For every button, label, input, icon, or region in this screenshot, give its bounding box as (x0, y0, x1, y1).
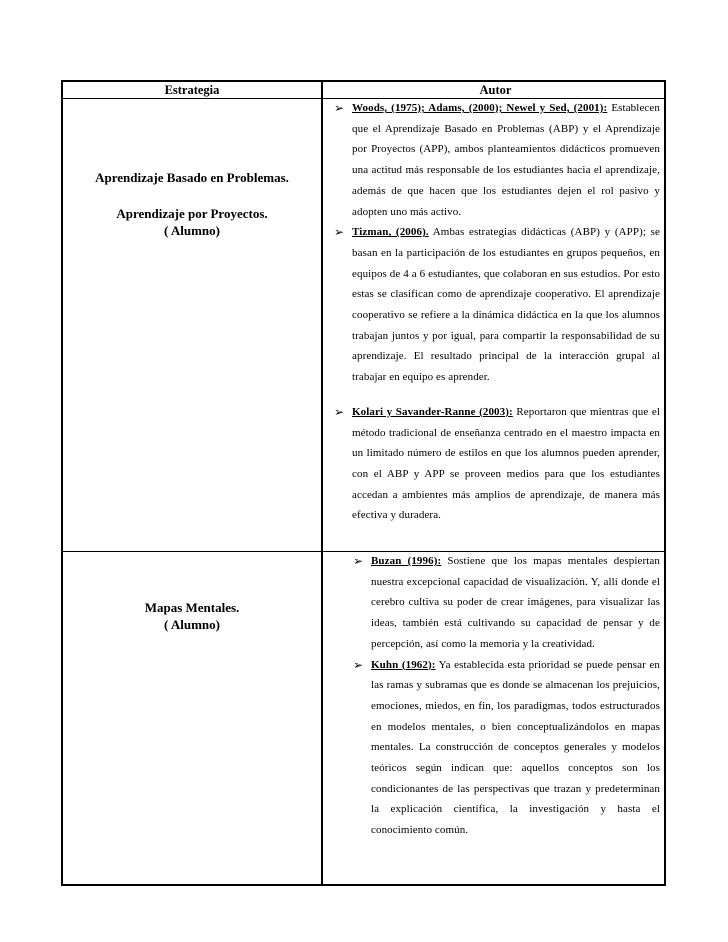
column-divider (321, 82, 323, 884)
strategy-mapas-mentales (63, 599, 321, 633)
list-item (334, 222, 661, 388)
arrow-bullet-icon: ➢ (353, 657, 364, 672)
strategy-line: Aprendizaje por Proyectos. (116, 206, 268, 221)
author-citation: Kuhn (1962): (371, 658, 436, 671)
header-strategy: Estrategia (164, 83, 220, 97)
strategy-line: ( Alumno) (164, 617, 220, 632)
author-citation: Tizman, (2006). (352, 226, 429, 239)
author-text: Ya establecida esta prioridad se puede pensar en las ramas y subramas que es donde se almacenan los prejuicios, emociones, miedos, en fin, los paradigmas, todos estructurados en modelos mentales, o bien conceptualizándolos en mapas mentales. La construcción de conceptos generales y modelos teóricos según indican que: aquellos conceptos son los condicionantes de las perspectivas que trazan y predeterminan la explicación científica, la investigación y hasta el conocimiento común. (371, 658, 660, 837)
arrow-bullet-icon: ➢ (334, 404, 345, 419)
strategy-line: ( Alumno) (164, 223, 220, 238)
author-text: Sostiene que los mapas mentales despiertan nuestra excepcional capacidad de visualización. Y, allí donde el cerebro cultiva su poder de crear imágenes, para visualizar las ideas, también está cultivando su capacidad de pensar y de percepción, así como la memoria y la creatividad. (371, 555, 660, 650)
author-text: Ambas estrategias didácticas (ABP) y (APP); se basan en la participación de los estudiantes en grupos pequeños, en equipos de 4 a 6 estudiantes, que colaboran en sus estudios. Por esto estas se clasifican como de aprendizaje cooperativo. El aprendizaje cooperativo se refiere a la dinámica didáctica en la que los alumnos trabajan juntos y por igual, para compartir la responsabilidad de su aprendizaje. El resultado principal de la interacción grupal al trabajar en equipo es aprender. (352, 226, 661, 384)
strategy-line: Aprendizaje Basado en Problemas. (95, 170, 289, 185)
strategy-abp-app (63, 169, 321, 239)
author-citation: Buzan (1996): (371, 555, 442, 567)
header-author: Autor (479, 83, 512, 97)
list-item (334, 402, 660, 526)
author-citation: Woods, (1975); Adams, (2000); Newel y Sed, (2001): (352, 102, 608, 114)
strategy-line: Mapas Mentales. (144, 600, 240, 615)
author-citation: Kolari y Savander-Ranne (2003): (352, 405, 513, 418)
list-item (334, 98, 660, 222)
arrow-bullet-icon: ➢ (353, 554, 364, 568)
author-text: Reportaron que mientras que el método tradicional de enseñanza centrado en el maestro impacta en un limitado número de estilos en que los alumnos pueden aprender, con el ABP y APP se proveen medios para que los estudiantes accedan a ambientes más amplios de aprendizaje, de manera más efectiva y duradera. (352, 405, 660, 522)
arrow-bullet-icon: ➢ (334, 225, 345, 240)
strategies-table (61, 80, 666, 886)
authors-abp-app (334, 98, 661, 526)
arrow-bullet-icon: ➢ (334, 101, 345, 115)
list-item (353, 655, 660, 841)
authors-mapas-mentales (353, 551, 660, 841)
list-item (353, 551, 660, 655)
author-text: Establecen que el Aprendizaje Basado en Problemas (ABP) y el Aprendizaje por Proyectos (APP), ambos planteamientos didácticos promueven una actitud más responsable de los estudiantes hacia el aprendizaje, además de que hacen que los estudiantes dejen el rol pasivo y adopten uno más activo. (352, 102, 660, 218)
